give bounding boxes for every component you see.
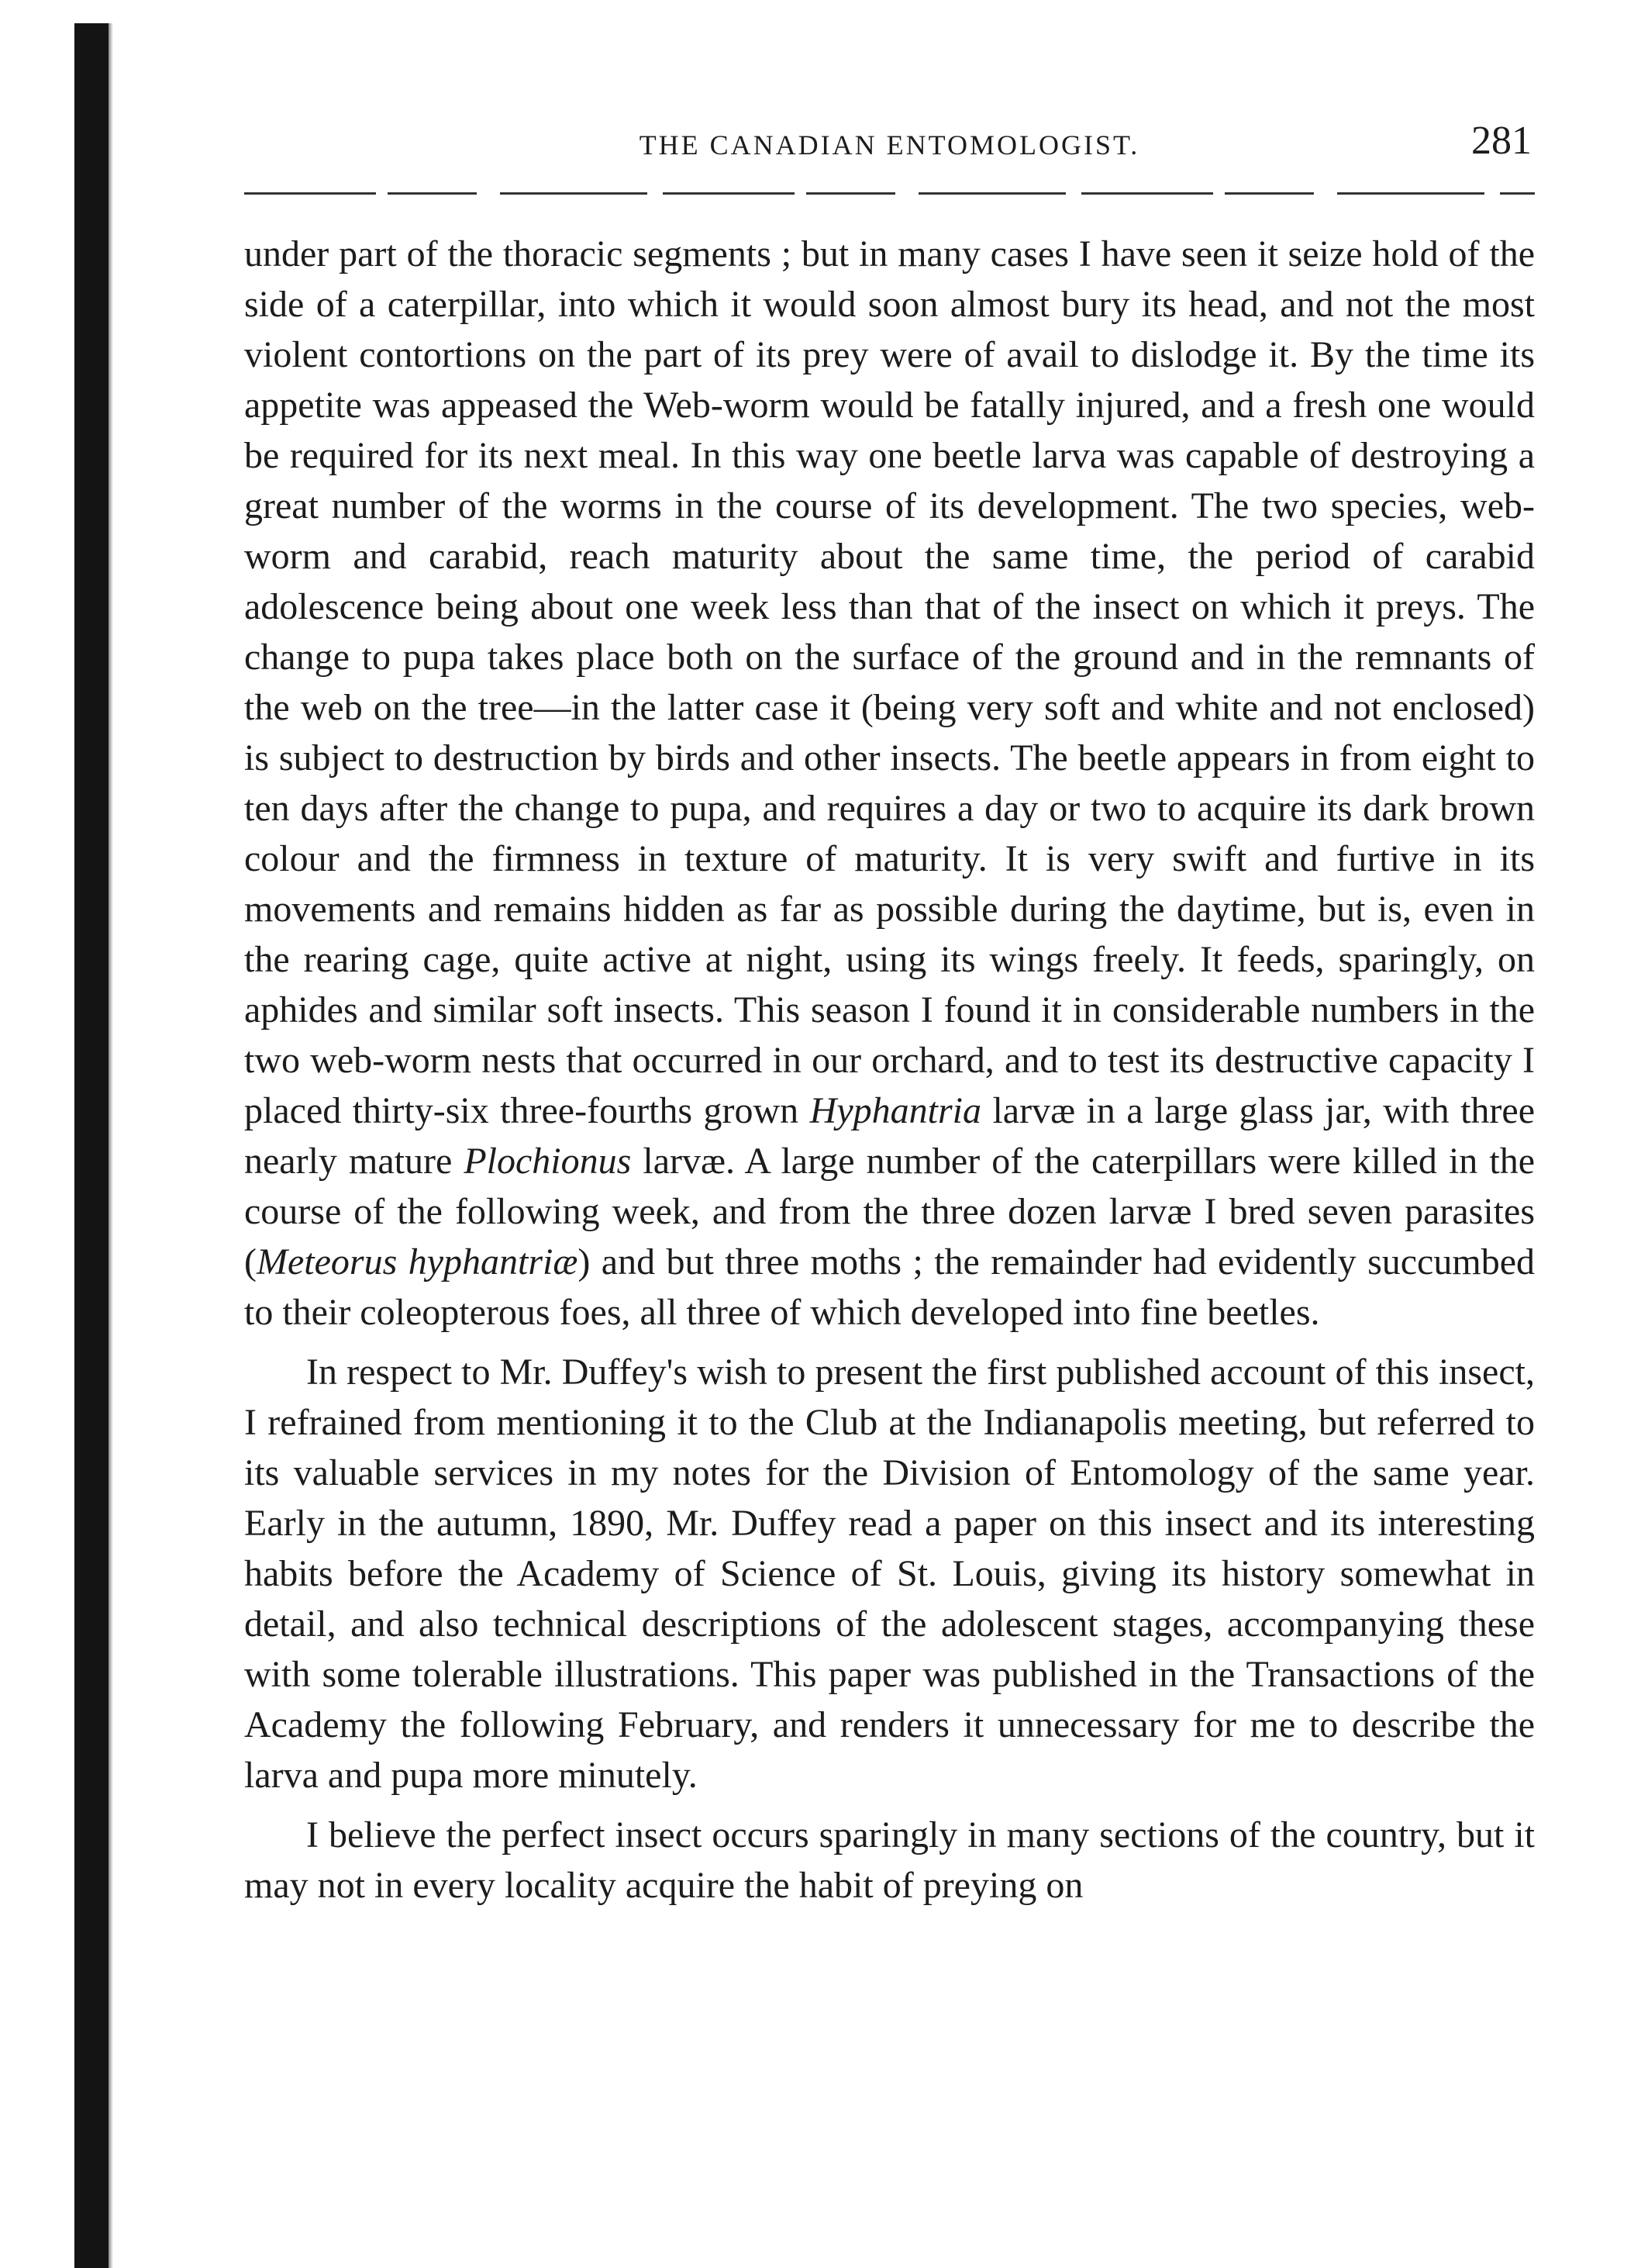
body-text [244, 229, 1535, 1911]
species-name-hyphantria: Hyphantria [809, 1090, 981, 1131]
paragraph-1-text-d: ) and but three moths ; the remainder had evidently succumbed to their coleopterous foes, all three of which developed into fine beetles. [244, 1241, 1535, 1333]
running-title: THE CANADIAN ENTOMOLOGIST. [639, 129, 1140, 161]
running-head [244, 115, 1535, 177]
species-name-meteorus: Meteorus hyphantriæ [256, 1241, 578, 1282]
paragraph-1-text-c: larvæ. A large number of the caterpillars were killed in the course of the following week, and from the three dozen larvæ I bred seven parasites ( [244, 1141, 1535, 1282]
binding-edge [74, 23, 109, 2268]
page-number: 281 [1471, 119, 1532, 163]
paragraph-1 [244, 229, 1535, 1338]
paragraph-1-text-a: under part of the thoracic segments ; but in many cases I have seen it seize hold of the side of a caterpillar, into which it would soon almost bury its head, and not the most violent contortions on the part of its prey were of avail to dislodge it. By the time its appetite was appeased the Web-worm would be fatally injured, and a fresh one would be required for its next meal. In this way one beetle larva was capable of destroying a great number of the worms in the course of its development. The two species, web-worm and carabid, reach maturity about the same time, the period of carabid adolescence being about one week less than that of the insect on which it preys. The change to pupa takes place both on the surface of the ground and in the remnants of the web on the tree—in the latter case it (being very soft and white and not enclosed) is subject to destruction by birds and other insects. The beetle appears in from eight to ten days after the change to pupa, and requires a day or two to acquire its dark brown colour and the firmness in texture of maturity. It is very swift and furtive in its movements and remains hidden as far as possible during the daytime, but is, even in the rearing cage, quite active at night, using its wings freely. It feeds, sparingly, on aphides and similar soft insects. This season I found it in considerable numbers in the two web-worm nests that occurred in our orchard, and to test its destructive capacity I placed thirty-six three-fourths grown [244, 233, 1535, 1131]
paragraph-1-text-b: larvæ in a large glass jar, with three nearly mature [244, 1090, 1536, 1182]
paragraph-3: I believe the perfect insect occurs sparingly in many sections of the country, but it may not in every locality acquire the habit of preying on [244, 1814, 1535, 1906]
journal-page [244, 115, 1535, 1911]
header-rule [244, 192, 1535, 195]
species-name-plochionus: Plochionus [464, 1141, 632, 1182]
paragraph-2: In respect to Mr. Duffey's wish to present the first published account of this insect, I refrained from mentioning it to the Club at the Indianapolis meeting, but referred to its valuable services in my notes for the Division of Entomology of the same year. Early in the autumn, 1890, Mr. Duffey read a paper on this insect and its interesting habits before the Academy of Science of St. Louis, giving its history somewhat in detail, and also technical descriptions of the adolescent stages, accompanying these with some tolerable illustrations. This paper was published in the Transactions of the Academy the following February, and renders it unnecessary for me to describe the larva and pupa more minutely. [244, 1351, 1535, 1796]
